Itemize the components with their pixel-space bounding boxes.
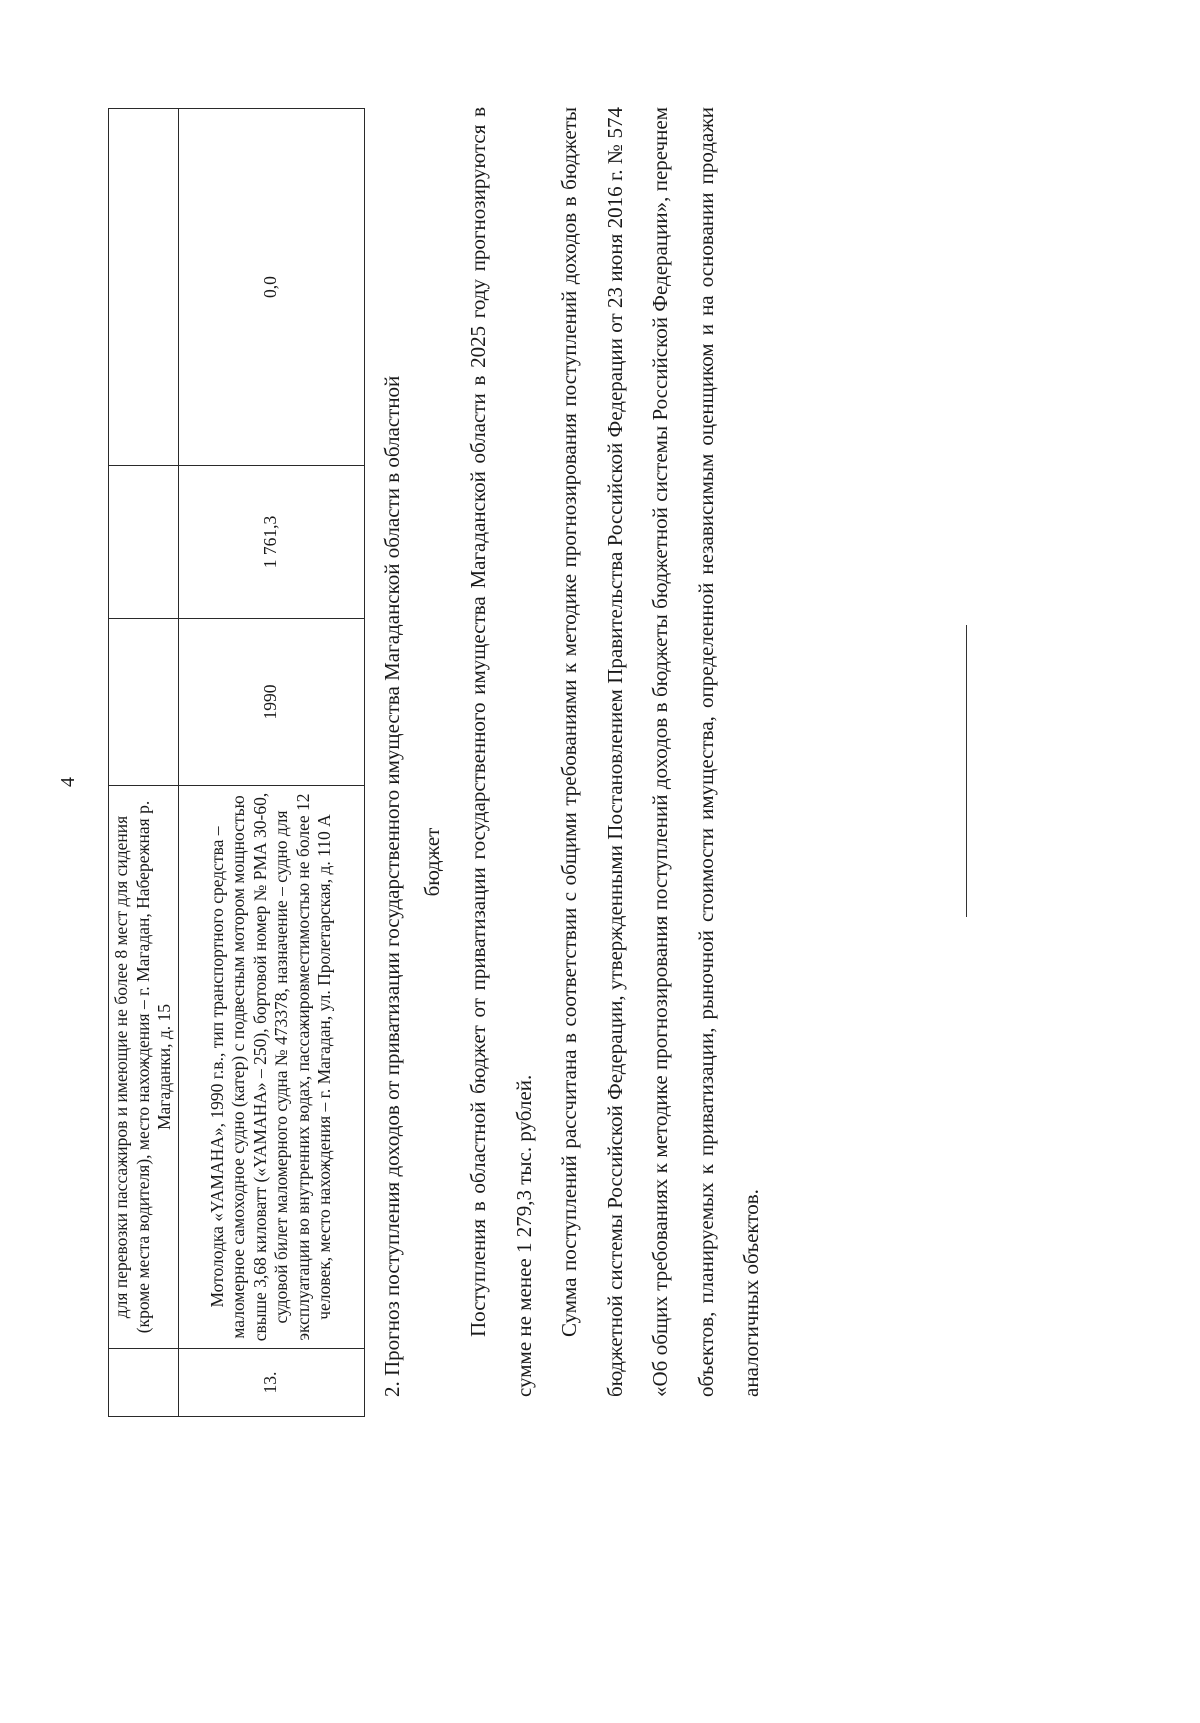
year-cell: 1990	[178, 619, 364, 786]
description-cell: для перевозки пассажиров и имеющие не более 8 мест для сидения (кроме места водителя), место нахождения – г. Магадан, Набережная р. Магаданки, д. 15	[109, 786, 179, 1349]
value-cell: 1 761,3	[178, 466, 364, 619]
body-text	[456, 107, 775, 1397]
section-heading-tail: бюджет	[420, 827, 444, 897]
page-number: 4	[57, 777, 79, 787]
description-cell: Мотолодка «YAMAHA», 1990 г.в., тип транспортного средства – маломерное самоходное судно (катер) с подвесным мотором мощностью свыше 3,68 киловатт («YAMAHA» – 250), бортовой номер № РМА 30-60, судовой билет маломерного судна № 473378, назначение – судно для эксплуатации во внутренних водах, пассажировместимостью не более 12 человек, место нахождения – г. Магадан, ул. Пролетарская, д. 110 А	[178, 786, 364, 1349]
revenue-cell	[109, 109, 179, 466]
row-number-cell: 13.	[178, 1349, 364, 1417]
table-row	[109, 109, 179, 1417]
value-cell	[109, 466, 179, 619]
privatization-property-table	[108, 108, 365, 1417]
row-number-cell	[109, 1349, 179, 1417]
paragraph-forecast: Поступления в областной бюджет от приватизации государственного имущества Магаданской области в 2025 году прогнозируются в сумме не менее 1 279,3 тыс. рублей.	[466, 107, 536, 1397]
paragraph-calculation: Сумма поступлений рассчитана в соответствии с общими требованиями к методике прогнозирования поступлений доходов в бюджеты бюджетной системы Российской Федерации, утвержденными Постановлением Правительства Российской Федерации от 23 июня 2016 г. № 574 «Об общих требованиях к методике прогнозирования поступлений доходов в бюджеты бюджетной системы Российской Федерации», перечнем объектов, планируемых к приватизации, рыночной стоимости имущества, определенной независимым оценщиком и на основании продажи аналогичных объектов.	[557, 107, 763, 1397]
end-divider	[966, 625, 967, 917]
table-row	[178, 109, 364, 1417]
year-cell	[109, 619, 179, 786]
revenue-cell: 0,0	[178, 109, 364, 466]
section-heading: 2. Прогноз поступления доходов от приватизации государственного имущества Магаданской области в областной	[380, 375, 404, 1397]
